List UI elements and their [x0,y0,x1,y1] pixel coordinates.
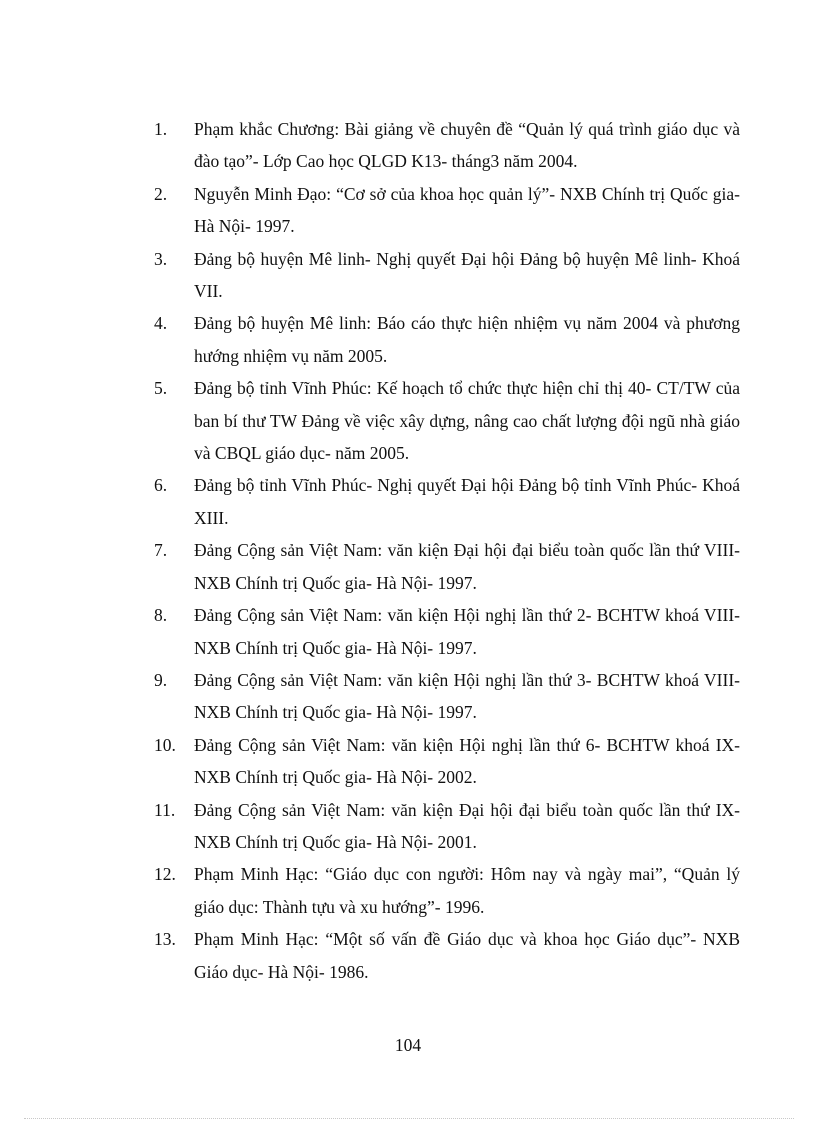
reference-text: Nguyễn Minh Đạo: “Cơ sở của khoa học quản lý”- NXB Chính trị Quốc gia- Hà Nội- 1997. [194,183,740,237]
reference-item [154,469,740,534]
reference-item [154,729,740,794]
reference-item [154,664,740,729]
reference-text: Đảng Cộng sản Việt Nam: văn kiện Đại hội đại biểu toàn quốc lần thứ IX- NXB Chính trị Quốc gia- Hà Nội- 2001. [194,799,740,852]
reference-text: Đảng bộ huyện Mê linh: Báo cáo thực hiện nhiệm vụ năm 2004 và phương hướng nhiệm vụ năm 2005. [194,313,740,366]
reference-text: Đảng Cộng sản Việt Nam: văn kiện Hội nghị lần thứ 6- BCHTW khoá IX- NXB Chính trị Quốc gia- Hà Nội- 2002. [194,734,740,788]
reference-number: 10. [154,734,176,755]
reference-item [154,794,740,859]
reference-item [154,599,740,664]
reference-item [154,113,740,178]
reference-text: Đảng bộ tỉnh Vĩnh Phúc: Kế hoạch tổ chức thực hiện chỉ thị 40- CT/TW của ban bí thư TW Đảng về việc xây dựng, nâng cao chất lượng đội ngũ nhà giáo và CBQL giáo dục- năm 2005. [194,378,740,464]
reference-item [154,243,740,308]
page-number: 104 [394,1035,422,1055]
reference-number: 3. [154,248,168,269]
reference-number: 1. [154,119,168,139]
reference-number: 4. [154,313,168,334]
reference-text: Đảng Cộng sản Việt Nam: văn kiện Hội nghị lần thứ 3- BCHTW khoá VIII- NXB Chính trị Quốc gia- Hà Nội- 1997. [194,669,740,723]
reference-text: Phạm khắc Chương: Bài giảng về chuyên đề “Quản lý quá trình giáo dục và đào tạo”- Lớp Cao học QLGD K13- tháng3 năm 2004. [194,119,740,172]
reference-text: Đảng Cộng sản Việt Nam: văn kiện Hội nghị lần thứ 2- BCHTW khoá VIII- NXB Chính trị Quốc gia- Hà Nội- 1997. [194,605,740,658]
reference-number: 8. [154,605,168,626]
reference-text: Đảng bộ huyện Mê linh- Nghị quyết Đại hội Đảng bộ huyện Mê linh- Khoá VII. [194,248,740,302]
reference-text: Đảng bộ tỉnh Vĩnh Phúc- Nghị quyết Đại hội Đảng bộ tỉnh Vĩnh Phúc- Khoá XIII. [194,475,740,528]
reference-text: Phạm Minh Hạc: “Một số vấn đề Giáo dục và khoa học Giáo dục”- NXB Giáo dục- Hà Nội- 1986. [194,929,740,982]
reference-number: 6. [154,475,168,496]
reference-number: 12. [154,864,176,885]
reference-number: 2. [154,183,168,204]
reference-item [154,534,740,599]
reference-item [154,372,740,469]
reference-item [154,307,740,372]
reference-number: 5. [154,378,168,399]
reference-number: 9. [154,669,168,690]
reference-text: Phạm Minh Hạc: “Giáo dục con người: Hôm nay và ngày mai”, “Quản lý giáo dục: Thành tựu và xu hướng”- 1996. [194,864,740,917]
page-bottom-divider [24,1118,794,1119]
reference-text: Đảng Cộng sản Việt Nam: văn kiện Đại hội đại biểu toàn quốc lần thứ VIII- NXB Chính trị Quốc gia- Hà Nội- 1997. [194,540,740,593]
reference-item [154,178,740,243]
reference-number: 13. [154,929,176,950]
reference-item [154,923,740,988]
reference-item [154,858,740,923]
reference-number: 7. [154,540,168,561]
reference-number: 11. [154,799,176,820]
reference-list [154,113,740,988]
